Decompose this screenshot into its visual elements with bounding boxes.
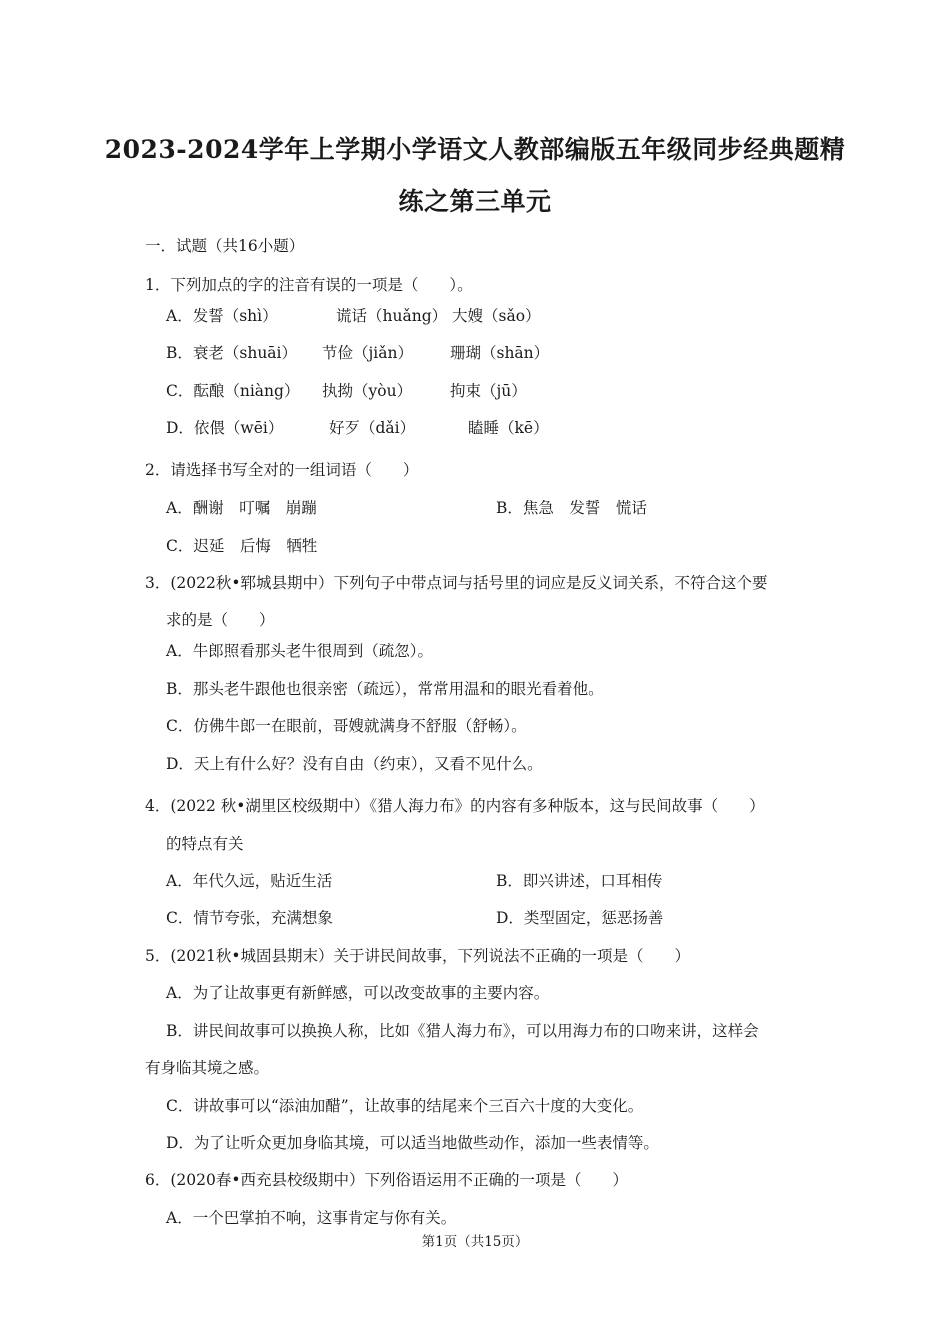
q3-option-d: D．天上有什么好？没有自由（约束），又看不见什么。	[166, 755, 543, 773]
q6-option-a: A．一个巴掌拍不响，这事肯定与你有关。	[166, 1209, 457, 1227]
q3-option-b: B．那头老牛跟他也很亲密（疏远），常常用温和的眼光看着他。	[166, 680, 604, 698]
q1-option-d-3: 瞌睡（kē）	[468, 419, 549, 437]
q1-option-d-2: 好歹（dǎi）	[329, 419, 416, 437]
q1-option-a-1: A．发誓（shì）	[166, 307, 278, 325]
q1-option-b-3: 珊瑚（shān）	[450, 344, 550, 362]
document-title-line-1: 2023-2024学年上学期小学语文人教部编版五年级同步经典题精	[104, 135, 846, 164]
q2-option-c: C．迟延 后悔 牺牲	[166, 537, 318, 555]
section-heading: 一．试题（共16小题）	[145, 237, 305, 255]
q3-option-a: A．牛郎照看那头老牛很周到（疏忽）。	[166, 642, 433, 660]
q2-option-a: A．酬谢 叮嘱 崩蹦	[166, 499, 317, 517]
q1-option-c-2: 执拗（yòu）	[322, 382, 413, 400]
q1-option-d-1: D．依偎（wēi）	[166, 419, 284, 437]
question-1-stem: 1．下列加点的字的注音有误的一项是（ ）。	[145, 276, 473, 294]
question-4-stem-line-1: 4．(2022 秋•湖里区校级期中）《猎人海力布》的内容有多种版本，这与民间故事（ ）	[145, 797, 765, 815]
question-3-stem-line-1: 3．(2022秋•郓城县期中）下列句子中带点词与括号里的词应是反义词关系，不符合这个要	[145, 574, 768, 592]
question-2-stem: 2．请选择书写全对的一组词语（ ）	[145, 461, 419, 479]
q1-option-c-3: 拘束（jū）	[450, 382, 527, 400]
q5-option-c: C．讲故事可以“添油加醋”，让故事的结尾来个三百六十度的大变化。	[166, 1097, 644, 1115]
q1-option-a-3: 大嫂（sǎo）	[452, 307, 541, 325]
q5-option-b-line-1: B．讲民间故事可以换换人称，比如《猎人海力布》，可以用海力布的口吻来讲，这样会	[166, 1022, 759, 1040]
q3-option-c: C．仿佛牛郎一在眼前，哥嫂就满身不舒服（舒畅）。	[166, 717, 527, 735]
q1-option-b-1: B．衰老（shuāi）	[166, 344, 298, 362]
question-5-stem: 5．(2021秋•城固县期末）关于讲民间故事，下列说法不正确的一项是（ ）	[145, 947, 690, 965]
q4-option-b: B．即兴讲述，口耳相传	[496, 872, 663, 890]
q4-option-d: D．类型固定，惩恶扬善	[496, 909, 664, 927]
q5-option-a: A．为了让故事更有新鲜感，可以改变故事的主要内容。	[166, 984, 550, 1002]
q1-option-b-2: 节俭（jiǎn）	[322, 344, 413, 362]
q2-option-b: B．焦急 发誓 慌话	[496, 499, 647, 517]
question-3-stem-line-2: 求的是（ ）	[166, 611, 275, 629]
q5-option-b-line-2: 有身临其境之感。	[145, 1059, 270, 1077]
question-4-stem-line-2: 的特点有关	[166, 835, 244, 853]
q5-option-d: D．为了让听众更加身临其境，可以适当地做些动作，添加一些表情等。	[166, 1134, 659, 1152]
q1-option-c-1: C．酝酿（niàng）	[166, 382, 300, 400]
q4-option-a: A．年代久远，贴近生活	[166, 872, 333, 890]
document-title-line-2: 练之第三单元	[398, 187, 552, 216]
q4-option-c: C．情节夸张，充满想象	[166, 909, 333, 927]
page-number-footer: 第1页（共15页）	[421, 1234, 529, 1250]
q1-option-a-2: 谎话（huǎng）	[336, 307, 448, 325]
question-6-stem: 6．(2020春•西充县校级期中）下列俗语运用不正确的一项是（ ）	[145, 1171, 628, 1189]
